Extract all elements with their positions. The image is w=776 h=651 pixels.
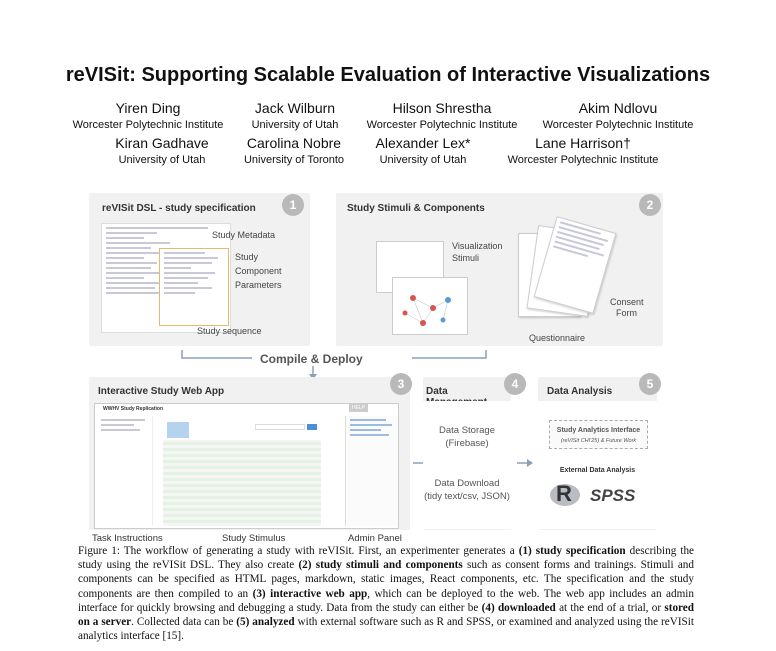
author-name: Jack Wilburn [254, 100, 336, 116]
panel-study-specification [89, 193, 310, 346]
author-affil: University of Utah [251, 119, 339, 131]
r-logo-letter: R [556, 481, 572, 506]
author-affil: Worcester Polytechnic Institute [366, 119, 518, 131]
author-name: Hilson Shrestha [392, 100, 492, 116]
author-8 [463, 135, 703, 166]
label-visualization: Visualization [452, 241, 503, 251]
label-admin-panel: Admin Panel [348, 533, 402, 544]
author-affil: University of Utah [379, 154, 467, 166]
future-work-label: (reVISit CHI'25) & Future Work [560, 438, 637, 444]
legend-swatch [167, 422, 189, 438]
arrow-4-5 [517, 458, 533, 468]
web-app-screen [94, 403, 399, 529]
admin-panel-pane [345, 416, 398, 526]
data-storage-sub: (Firebase) [445, 438, 489, 449]
answer-input[interactable] [255, 424, 305, 430]
label-questionnaire: Questionnaire [529, 333, 586, 343]
badge-2: 2 [639, 194, 661, 216]
author-name: Lane Harrison† [535, 135, 631, 151]
author-affil: Worcester Polytechnic Institute [72, 119, 224, 131]
figure-caption: Figure 1: The workflow of generating a study with reVISit. First, an experimenter generates a (1) study specification describing the study using the reVISit DSL. They also create (2) study stimuli and components such as consent forms and trainings. Stimuli and components can be specified as HTML pages, markdown, static images, React components, etc. The specification and the study components are then compiled to an (3) interactive web app, which can be deployed to the web. The web app includes an admin interface for quickly browsing and debugging a study. Data from the study can either be (4) downloaded at the end of a trial, or stored on a server. Collected data can be (5) analyzed with external software such as R and SPSS, or examined and analyzed using the reVISit analytics interface [15]. [78, 545, 694, 643]
label-study: Study [235, 252, 259, 262]
label-form: Form [616, 308, 637, 318]
author-name: Kiran Gadhave [115, 135, 209, 151]
panel-data-analysis [538, 377, 657, 530]
label-task-instructions: Task Instructions [92, 533, 163, 544]
badge-3: 3 [390, 373, 412, 395]
author-name: Yiren Ding [115, 100, 181, 116]
label-parameters: Parameters [235, 280, 282, 290]
paper-title: reVISit: Supporting Scalable Evaluation of Interactive Visualizations [65, 64, 711, 86]
component-params-box [159, 248, 229, 326]
panel-web-app [89, 377, 410, 530]
stimulus-screen-front [392, 277, 468, 335]
spss-logo: SPSS [590, 486, 636, 505]
label-component: Component [235, 266, 282, 276]
badge-1: 1 [282, 194, 304, 216]
author-4 [498, 100, 738, 131]
author-name: Alexander Lex* [375, 135, 471, 151]
data-storage-label: Data Storage [439, 425, 495, 436]
analytics-interface-label: Study Analytics Interface [556, 427, 641, 434]
task-instructions-pane [97, 416, 153, 526]
panel-2-title: Study Stimuli & Components [347, 203, 485, 214]
panel-4-title: Data [426, 386, 448, 397]
panel-data-management [423, 377, 519, 530]
author-affil: Worcester Polytechnic Institute [542, 119, 694, 131]
author-name: Akim Ndlovu [578, 100, 658, 116]
submit-button[interactable] [307, 424, 317, 430]
author-affil: University of Utah [118, 154, 206, 166]
data-download-label: Data Download [434, 478, 500, 489]
study-stimulus-matrix[interactable] [163, 440, 321, 526]
external-analysis-label: External Data Analysis [559, 467, 636, 474]
author-affil: Worcester Polytechnic Institute [507, 154, 659, 166]
data-download-sub: (tidy text/csv, JSON) [424, 491, 510, 502]
label-study-sequence: Study sequence [197, 326, 262, 336]
label-study-metadata: Study Metadata [212, 230, 276, 240]
help-button[interactable]: HELP [349, 404, 368, 412]
author-name: Carolina Nobre [246, 135, 342, 151]
app-title: WWHV Study Replication [103, 406, 163, 412]
label-study-stimulus: Study Stimulus [222, 533, 286, 544]
label-consent: Consent [610, 297, 644, 307]
panel-stimuli-components [336, 193, 663, 346]
author-affil: University of Toronto [243, 154, 345, 166]
panel-5-title: Data Analysis [547, 386, 613, 397]
badge-5: 5 [639, 373, 661, 395]
badge-4: 4 [504, 373, 526, 395]
compile-deploy-label: Compile & Deploy [260, 352, 363, 366]
panel-1-title: reVISit DSL - study specification [102, 203, 256, 214]
label-stimuli: Stimuli [452, 253, 480, 263]
panel-3-title: Interactive Study Web App [98, 386, 225, 397]
network-graph-icon [393, 278, 469, 336]
analytics-interface-box [549, 420, 648, 449]
